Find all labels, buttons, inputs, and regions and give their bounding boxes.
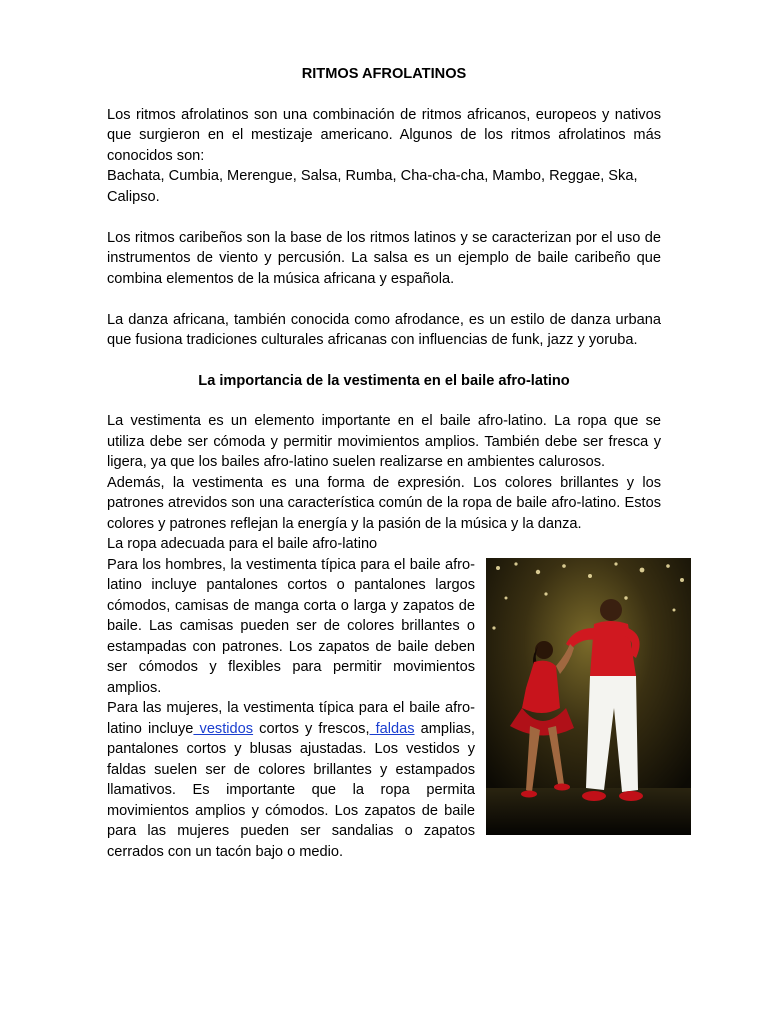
paragraph-rhythm-list: Bachata, Cumbia, Merengue, Salsa, Rumba, Cha-cha-cha, Mambo, Reggae, Ska, Calipso. [107, 168, 638, 205]
document-page [107, 64, 661, 862]
women-text-b: cortos y frescos, [253, 720, 370, 737]
link-faldas[interactable]: faldas [369, 720, 415, 737]
paragraph-african-dance: La danza africana, también conocida como afrodance, es un estilo de danza urbana que fusiona tradiciones culturales africanas con influencias de funk, jazz y yoruba. [107, 311, 661, 348]
spacer [107, 289, 661, 310]
link-vestidos[interactable]: vestidos [193, 720, 254, 737]
paragraph-women-clothing [107, 698, 475, 862]
women-text-a: Para las mujeres, la vestimenta típica para el baile afro-latino incluye [107, 700, 475, 737]
section-heading: La importancia de la vestimenta en el baile afro-latino [198, 372, 570, 389]
paragraph-caribbean: Los ritmos caribeños son la base de los ritmos latinos y se caracterizan por el uso de instrumentos de viento y percusión. La salsa es un ejemplo de baile caribeño que combina elementos de la música africana y española. [107, 229, 661, 287]
page-title: RITMOS AFROLATINOS [301, 66, 467, 82]
paragraph-clothing-importance: La vestimenta es un elemento importante en el baile afro-latino. La ropa que se utiliza debe ser cómoda y permitir movimientos amplios. También debe ser fresca y ligera, ya que los bailes afro-latino suelen realizarse en ambientes calurosos. [107, 413, 661, 470]
paragraph-men-clothing: Para los hombres, la vestimenta típica para el baile afro-latino incluye pantalones cortos o pantalones largos cómodos, camisas de manga corta o larga y zapatos de baile. Las camisas pueden ser de colores brillantes o estampadas con patrones. Los zapatos de baile deben ser cómodos y flexibles para permitir movimientos amplios. [107, 556, 475, 696]
women-text-c: amplias, pantalones cortos y blusas ajustadas. Los vestidos y faldas suelen ser de colores brillantes y estampados llamativos. Es importante que la ropa permita movimientos amplios y cómodos. Los zapatos de baile para las mujeres pueden ser sandalias o zapatos cerrados con un tacón bajo o medio. [107, 720, 475, 860]
paragraph-clothing-heading: La ropa adecuada para el baile afro-latino [107, 536, 378, 552]
spacer [107, 207, 661, 228]
dancers-photo [486, 558, 691, 835]
text-column [107, 555, 475, 863]
paragraph-intro: Los ritmos afrolatinos son una combinación de ritmos africanos, europeos y nativos que surgieron en el mestizaje americano. Algunos de los ritmos afrolatinos más conocidos son: [107, 106, 661, 164]
clothing-section [107, 534, 661, 862]
paragraph-clothing-expression: Además, la vestimenta es una forma de expresión. Los colores brillantes y los patrones atrevidos son una característica común de la ropa de baile afro-latino. Estos colores y patrones reflejan la energía y la pasión de la música y la danza. [107, 474, 661, 532]
